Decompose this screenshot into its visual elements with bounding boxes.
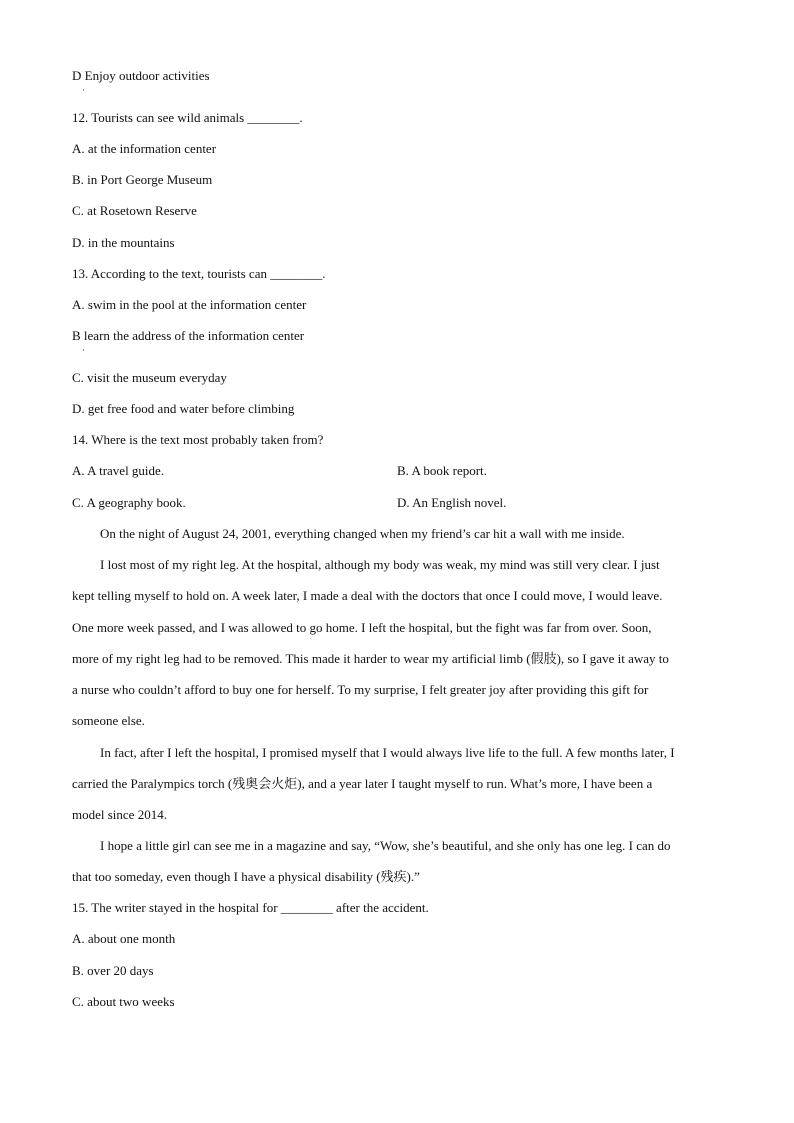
passage-p2-line: I lost most of my right leg. At the hospital, although my body was weak, my mind was still very clear. I just <box>100 557 660 572</box>
q15-option-b: B. over 20 days <box>72 963 154 978</box>
passage-paragraph-1: On the night of August 24, 2001, everything changed when my friend’s car hit a wall with me inside. <box>100 526 625 541</box>
q12-option-a: A. at the information center <box>72 141 217 156</box>
q14-option-c: C. A geography book. <box>72 495 186 510</box>
q12-option-c: C. at Rosetown Reserve <box>72 203 197 218</box>
q14-option-b: B. A book report. <box>397 463 487 478</box>
passage-p2-line: someone else. <box>72 713 145 728</box>
passage-p2-line: One more week passed, and I was allowed to go home. I left the hospital, but the fight was far from over. Soon, <box>72 620 652 635</box>
q15-option-c: C. about two weeks <box>72 994 175 1009</box>
passage-p2-line: a nurse who couldn’t afford to buy one for herself. To my surprise, I felt greater joy after providing this gift for <box>72 682 649 697</box>
q15-option-a: A. about one month <box>72 931 176 946</box>
q14-stem: 14. Where is the text most probably taken from? <box>72 432 324 447</box>
q12-stem: 12. Tourists can see wild animals ________. <box>72 110 303 125</box>
q13-option-a: A. swim in the pool at the information center <box>72 297 307 312</box>
passage-p2-line: kept telling myself to hold on. A week later, I made a deal with the doctors that once I could move, I would leave. <box>72 588 663 603</box>
mark-dot: · <box>82 85 85 95</box>
q13-option-b: B learn the address of the information center <box>72 328 305 343</box>
passage-p4-line: I hope a little girl can see me in a magazine and say, “Wow, she’s beautiful, and she only has one leg. I can do <box>100 838 671 853</box>
q13-stem: 13. According to the text, tourists can ________. <box>72 266 326 281</box>
passage-p3-line: model since 2014. <box>72 807 167 822</box>
passage-p3-line: In fact, after I left the hospital, I promised myself that I would always live life to the full. A few months later, I <box>100 745 675 760</box>
q12-option-d: D. in the mountains <box>72 235 175 250</box>
q14-option-d: D. An English novel. <box>397 495 507 510</box>
mark-dot: · <box>82 345 85 355</box>
q13-option-c: C. visit the museum everyday <box>72 370 227 385</box>
q12-option-b: B. in Port George Museum <box>72 172 213 187</box>
q14-option-a: A. A travel guide. <box>72 463 165 478</box>
passage-p2-line: more of my right leg had to be removed. This made it harder to wear my artificial limb (假肢), so I gave it away to <box>72 651 669 666</box>
q11-option-d: D Enjoy outdoor activities <box>72 68 210 83</box>
passage-p3-line: carried the Paralympics torch (残奥会火炬), and a year later I taught myself to run. What’s more, I have been a <box>72 776 653 791</box>
q15-stem: 15. The writer stayed in the hospital for ________ after the accident. <box>72 900 429 915</box>
passage-p4-line: that too someday, even though I have a physical disability (残疾).” <box>72 869 420 884</box>
q13-option-d: D. get free food and water before climbing <box>72 401 295 416</box>
